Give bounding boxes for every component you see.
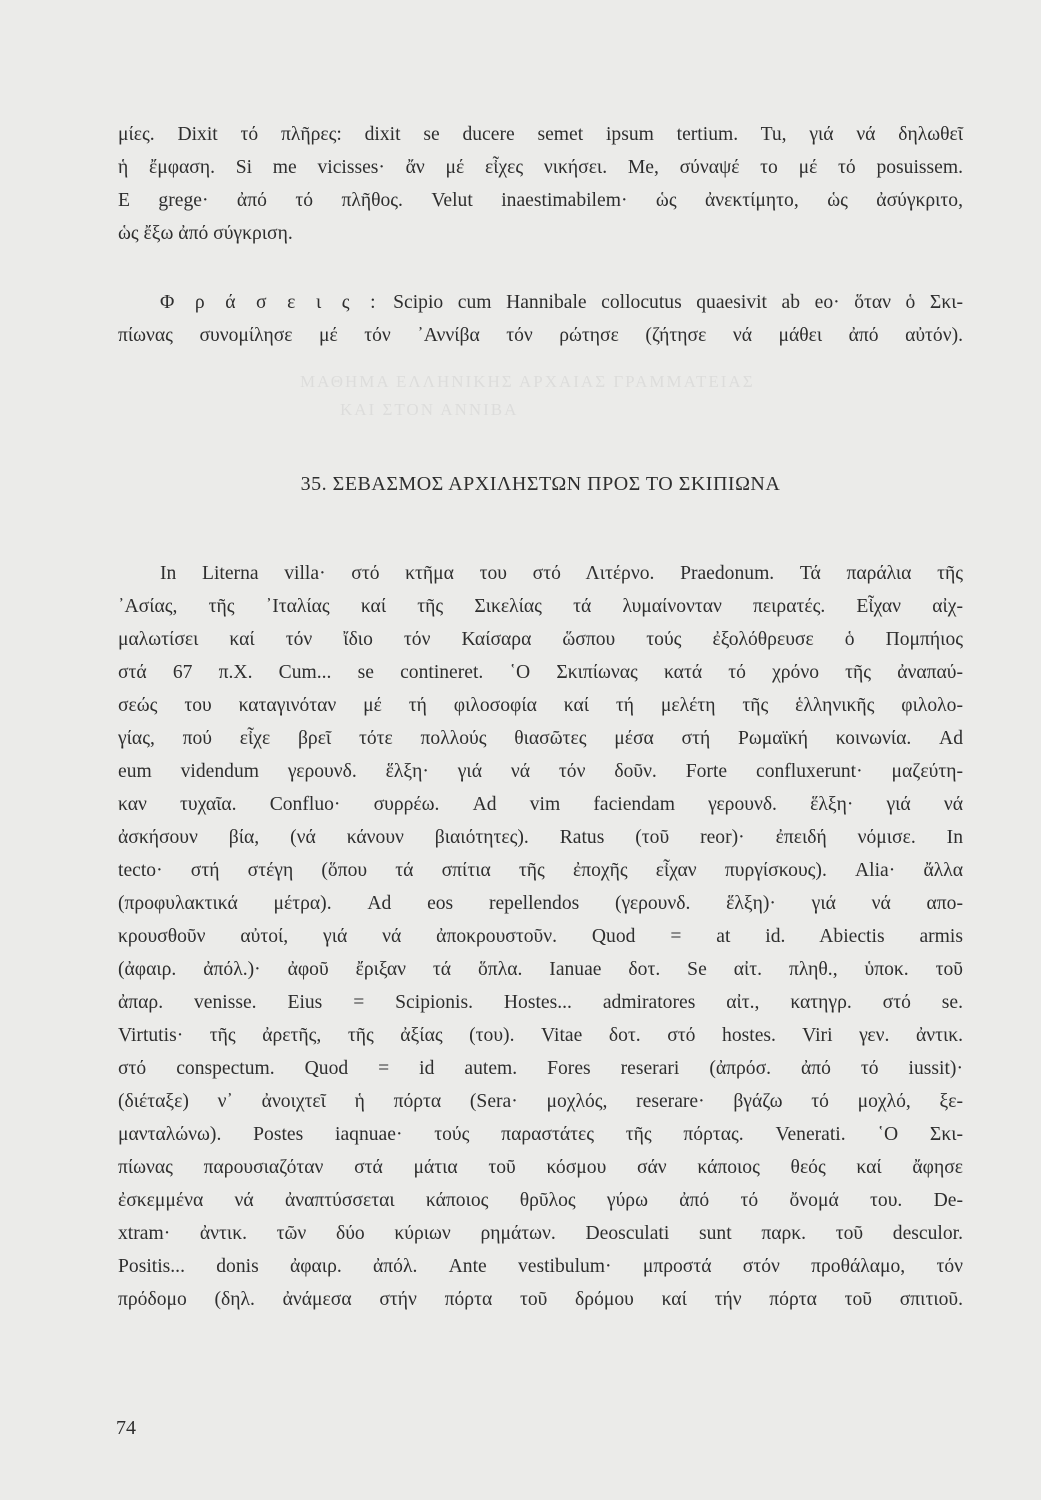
paragraph-line: στό conspectum. Quod = id autem. Fores reserari (ἀπρόσ. ἀπό τό iussit)· xyxy=(118,1058,963,1079)
paragraph-line: Virtutis· τῆς ἀρετῆς, τῆς ἀξίας (του). Vitae δοτ. στό hostes. Viri γεν. ἀντικ. xyxy=(118,1025,963,1046)
paragraph-line: μανταλώνω). Postes iaqnuae· τούς παραστάτες τῆς πόρτας. Venerati. ῾Ο Σκι- xyxy=(118,1124,963,1145)
paragraph-line: ὡς ἔξω ἀπό σύγκριση. xyxy=(118,223,293,244)
paragraph-line: πίωνας παρουσιαζόταν στά μάτια τοῦ κόσμου σάν κάποιος θεός καί ἄφησε xyxy=(118,1157,963,1178)
bleed-through: ΚΑΙ ΣΤΟΝ ΑΝΝΙΒΑ xyxy=(340,400,519,419)
paragraph-line: πρόδομο (δηλ. ἀνάμεσα στήν πόρτα τοῦ δρόμου καί τήν πόρτα τοῦ σπιτιοῦ. xyxy=(118,1289,963,1310)
paragraph-line: In Literna villa· στό κτῆμα του στό Λιτέρνο. Praedonum. Τά παράλια τῆς xyxy=(160,563,963,584)
bleed-through: ΜΑΘΗΜΑ ΕΛΛΗΝΙΚΗΣ ΑΡΧΑΙΑΣ ΓΡΑΜΜΑΤΕΙΑΣ xyxy=(300,372,755,391)
paragraph-line: γίας, πού εἶχε βρεῖ τότε πολλούς θιασῶτες μέσα στή Ρωμαϊκή κοινωνία. Ad xyxy=(118,728,963,749)
paragraph-line: (ἀφαιρ. ἀπόλ.)· ἀφοῦ ἔριξαν τά ὅπλα. Ianuae δοτ. Se αἰτ. πληθ., ὑποκ. τοῦ xyxy=(118,959,963,980)
phrases-line xyxy=(160,290,963,316)
paragraph-line: tecto· στή στέγη (ὅπου τά σπίτια τῆς ἐποχῆς εἶχαν πυργίσκους). Alia· ἄλλα xyxy=(118,860,963,881)
paragraph-line: ἀπαρ. venisse. Eius = Scipionis. Hostes... admiratores αἰτ., κατηγρ. στό se. xyxy=(118,992,963,1013)
paragraph-line: (διέταξε) ν᾿ ἀνοιχτεῖ ἡ πόρτα (Sera· μοχλός, reserare· βγάζω τό μοχλό, ξε- xyxy=(118,1091,963,1112)
paragraph-line: Positis... donis ἀφαιρ. ἀπόλ. Ante vestibulum· μπροστά στόν προθάλαμο, τόν xyxy=(118,1256,963,1277)
paragraph-line: eum videndum γερουνδ. ἕλξη· γιά νά τόν δοῦν. Forte confluxerunt· μαζεύτη- xyxy=(118,761,963,782)
paragraph-line: μίες. Dixit τό πλῆρες: dixit se ducere semet ipsum tertium. Tu, γιά νά δηλωθεῖ xyxy=(118,124,963,145)
paragraph-line: ἀσκήσουν βία, (νά κάνουν βιαιότητες). Ratus (τοῦ reor)· ἐπειδή νόμισε. In xyxy=(118,827,963,848)
phrases-line: πίωνας συνομίλησε μέ τόν ᾿Αννίβα τόν ρώτησε (ζήτησε νά μάθει ἀπό αὐτόν). xyxy=(118,325,963,346)
paragraph-line: ἐσκεμμένα νά ἀναπτύσσεται κάποιος θρῦλος γύρω ἀπό τό ὄνομά του. De- xyxy=(118,1190,963,1211)
paragraph-line: ἡ ἔμφαση. Si me vicisses· ἄν μέ εἶχες νικήσει. Me, σύναψέ το μέ τό posuissem. xyxy=(118,157,963,178)
paragraph-line: (προφυλακτικά μέτρα). Ad eos repellendos (γερουνδ. ἕλξη)· γιά νά απο- xyxy=(118,893,963,914)
paragraph-line: E grege· ἀπό τό πλῆθος. Velut inaestimabilem· ὡς ἀνεκτίμητο, ὡς ἀσύγκριτο, xyxy=(118,190,963,211)
paragraph-line: καν τυχαῖα. Confluo· συρρέω. Ad vim faciendam γερουνδ. ἕλξη· γιά νά xyxy=(118,794,963,815)
phrases-label: Φ ρ ά σ ε ι ς : xyxy=(160,292,379,313)
paragraph-line: xtram· ἀντικ. τῶν δύο κύριων ρημάτων. Deosculati sunt παρκ. τοῦ desculor. xyxy=(118,1223,963,1244)
paragraph-line: μαλωτίσει καί τόν ἴδιο τόν Καίσαρα ὥσπου τούς ἐξολόθρευσε ὁ Πομπήιος xyxy=(118,629,963,650)
section-heading: 35. ΣΕΒΑΣΜΟΣ ΑΡΧΙΛΗΣΤΩΝ ΠΡΟΣ ΤΟ ΣΚΙΠΙΩΝΑ xyxy=(300,473,781,495)
paragraph-line: κρουσθοῦν αὐτοί, γιά νά ἀποκρουστοῦν. Quod = at id. Abiectis armis xyxy=(118,926,963,947)
paragraph-line: στά 67 π.Χ. Cum... se contineret. ῾Ο Σκιπίωνας κατά τό χρόνο τῆς ἀναπαύ- xyxy=(118,662,963,683)
phrases-text: Scipio cum Hannibale collocutus quaesivit ab eo· ὅταν ὁ Σκι- xyxy=(378,292,963,313)
paragraph-line: σεώς του καταγινόταν μέ τή φιλοσοφία καί τή μελέτη τῆς ἑλληνικῆς φιλολο- xyxy=(118,695,963,716)
page-number: 74 xyxy=(116,1417,136,1439)
paragraph-line: ᾿Ασίας, τῆς ᾿Ιταλίας καί τῆς Σικελίας τά λυμαίνονταν πειρατές. Εἶχαν αἰχ- xyxy=(118,596,963,617)
